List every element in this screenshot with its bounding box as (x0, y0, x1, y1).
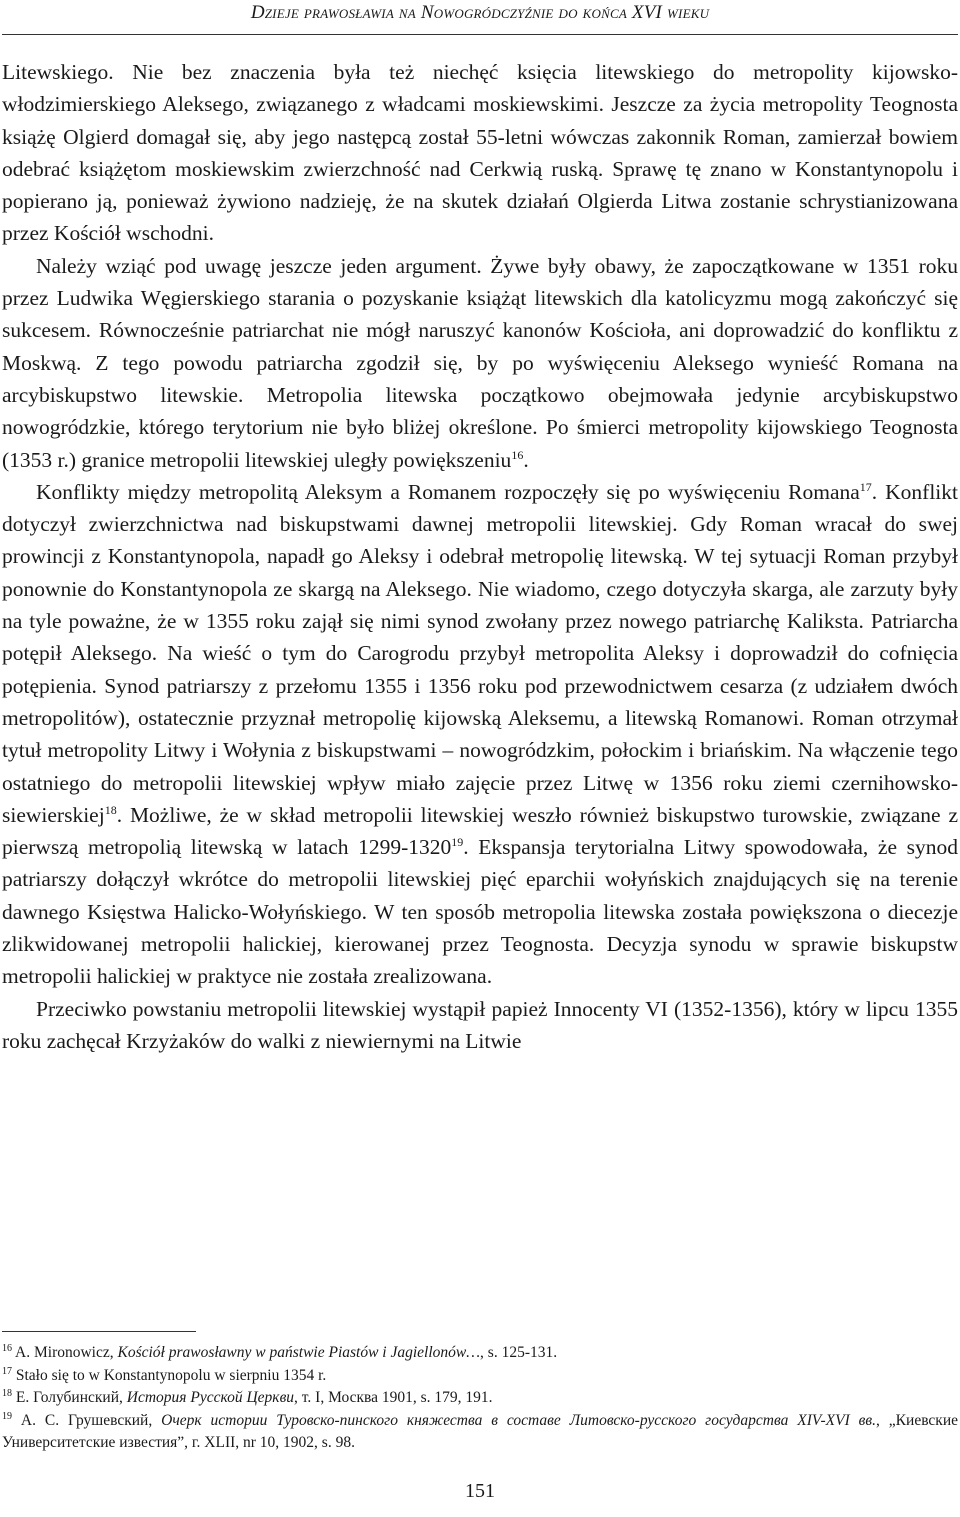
footnote (2, 1365, 958, 1388)
paragraph-text: . (523, 447, 529, 472)
footnote-text: Е. Голубинский, (15, 1389, 127, 1406)
paragraph-text: . Konflikt dotyczył zwierzchnictwa nad biskupstwami dawnej metropolii litewskiej. Gdy Roman wracał do swej prowincji z Konstantynopola, napadł go Aleksy i odebrał metropolię litewską. W tej sytuacji Roman przybył ponownie do Konstantynopola ze skargą na Aleksego. Nie wiadomo, czego dotyczyła skarga, ale zarzuty były na tyle poważne, że w 1355 roku zajął się nimi synod zwołany przez nowego patriarchę Kaliksta. Patriarcha potępił Aleksego. Na wieść o tym do Carogrodu przybył metropolita Aleksy i doprowadził do cofnięcia potępienia. Synod patriarszy z przełomu 1355 i 1356 roku pod przewodnictwem cesarza (z udziałem dwóch metropolitów), ostatecznie przyznał metropolię kijowską Aleksemu, a litewską Romanowi. Roman otrzymał tytuł metropolity Litwy i Wołynia z biskupstwami – nowogródzkim, połockim i briańskim. Na włączenie tego ostatniego do metropolii litewskiej wpływ miało zajęcie przez Litwę w 1356 roku ziemi czernihowsko-siewierskiej (2, 479, 958, 827)
footnote-ref[interactable]: 17 (859, 479, 872, 494)
footnote-ref[interactable]: 16 (511, 447, 524, 462)
main-text (2, 56, 958, 1057)
paragraph (2, 56, 958, 250)
running-header: Dzieje prawosławia na Nowogródczyźnie do końca XVI wieku (250, 2, 710, 23)
footnote (2, 1342, 958, 1365)
footnote-ref[interactable]: 19 (451, 834, 464, 849)
footnote-text: , „Киевские Университетские известия”, г. XLII, nr 10, 1902, s. 98. (2, 1411, 959, 1451)
footnote-title: Очерк истории Туровско-пинского княжества в составе Литовско-русского государства XIV-XVI вв. (161, 1411, 877, 1429)
footnotes (2, 1342, 958, 1455)
footnote-title: Kościół prawosławny w państwie Piastów i Jagiellonów… (117, 1344, 481, 1361)
paragraph-text: Konflikty między metropolitą Aleksym a Romanem rozpoczęły się po wyświęceniu Romana (36, 479, 860, 504)
paragraph-text: Przeciwko powstaniu metropolii litewskiej wystąpił papież Innocenty VI (1352-1356), który w lipcu 1355 roku zachęcał Krzyżaków do walki z niewiernymi na Litwie (2, 996, 958, 1053)
header-rule (2, 34, 958, 35)
footnote-number: 17 (2, 1365, 12, 1377)
footnote-text: , т. I, Москва 1901, s. 179, 191. (294, 1389, 493, 1406)
footnote-ref[interactable]: 18 (104, 802, 117, 817)
footnote-title: История Русской Церкви (126, 1389, 295, 1406)
paragraph-text: . Ekspansja terytorialna Litwy spowodowała, że synod patriarszy dołączył wkrótce do metropolii litewskiej pięć eparchii wołyńskich znajdujących się na terenie dawnego Księstwa Halicko-Wołyńskiego. W ten sposób metropolia litewska została powiększona o diecezje zlikwidowanej metropolii halickiej, kierowanej przez Teognosta. Decyzja synodu w sprawie biskupstw metropolii halickiej w praktyce nie została zrealizowana. (2, 835, 958, 989)
footnote-number: 19 (2, 1410, 12, 1422)
footnote-text: A. Mironowicz, (15, 1344, 118, 1361)
paragraph (2, 250, 958, 476)
paragraph-text: Należy wziąć pod uwagę jeszcze jeden argument. Żywe były obawy, że zapoczątkowane w 1351 roku przez Ludwika Węgierskiego starania o pozyskanie książąt litewskich dla katolicyzmu mogą zakończyć się sukcesem. Równocześnie patriarchat nie mógł naruszyć kanonów Kościoła, ani doprowadzić do konfliktu z Moskwą. Z tego powodu patriarcha zgodził się, by po wyświęceniu Aleksego wynieść Romana na arcybiskupstwo litewskie. Metropolia litewska początkowo obejmowała jedynie arcybiskupstwo nowogródzkie, którego terytorium nie było bliżej określone. Po śmierci metropolity kijowskiego Teognosta (1353 r.) granice metropolii litewskiej uległy powiększeniu (2, 253, 958, 472)
paragraph (2, 476, 958, 993)
footnote-number: 16 (2, 1342, 12, 1354)
footnote (2, 1410, 958, 1455)
paragraph-text: . Możliwe, że w skład metropolii litewskiej weszło również biskupstwo turowskie, związane z pierwszą metropolią litewską w latach 1299-1320 (2, 802, 958, 860)
footnote-text: , s. 125-131. (480, 1344, 558, 1361)
footnote-number: 18 (2, 1387, 12, 1399)
paragraph (2, 993, 958, 1058)
footnote-text: А. С. Грушевский, (20, 1411, 162, 1429)
footnote (2, 1387, 958, 1410)
footnote-rule (2, 1331, 196, 1332)
paragraph-text: Litewskiego. Nie bez znaczenia była też niechęć księcia litewskiego do metropolity kijowsko-włodzimierskiego Aleksego, związanego z władcami moskiewskimi. Jeszcze za życia metropolity Teognosta książę Olgierd domagał się, aby jego następcą został 55-letni wówczas zakonnik Roman, zamierzał bowiem odebrać książętom moskiewskim zwierzchność nad Cerkwią ruską. Sprawę tę znano w Konstantynopolu i popierano ją, ponieważ żywiono nadzieję, że na skutek działań Olgierda Litwa zostanie schrystianizowana przez Kościół wschodni. (2, 60, 958, 246)
footnote-text: Stało się to w Konstantynopolu w sierpniu 1354 r. (15, 1366, 327, 1384)
page-number: 151 (465, 1480, 495, 1502)
